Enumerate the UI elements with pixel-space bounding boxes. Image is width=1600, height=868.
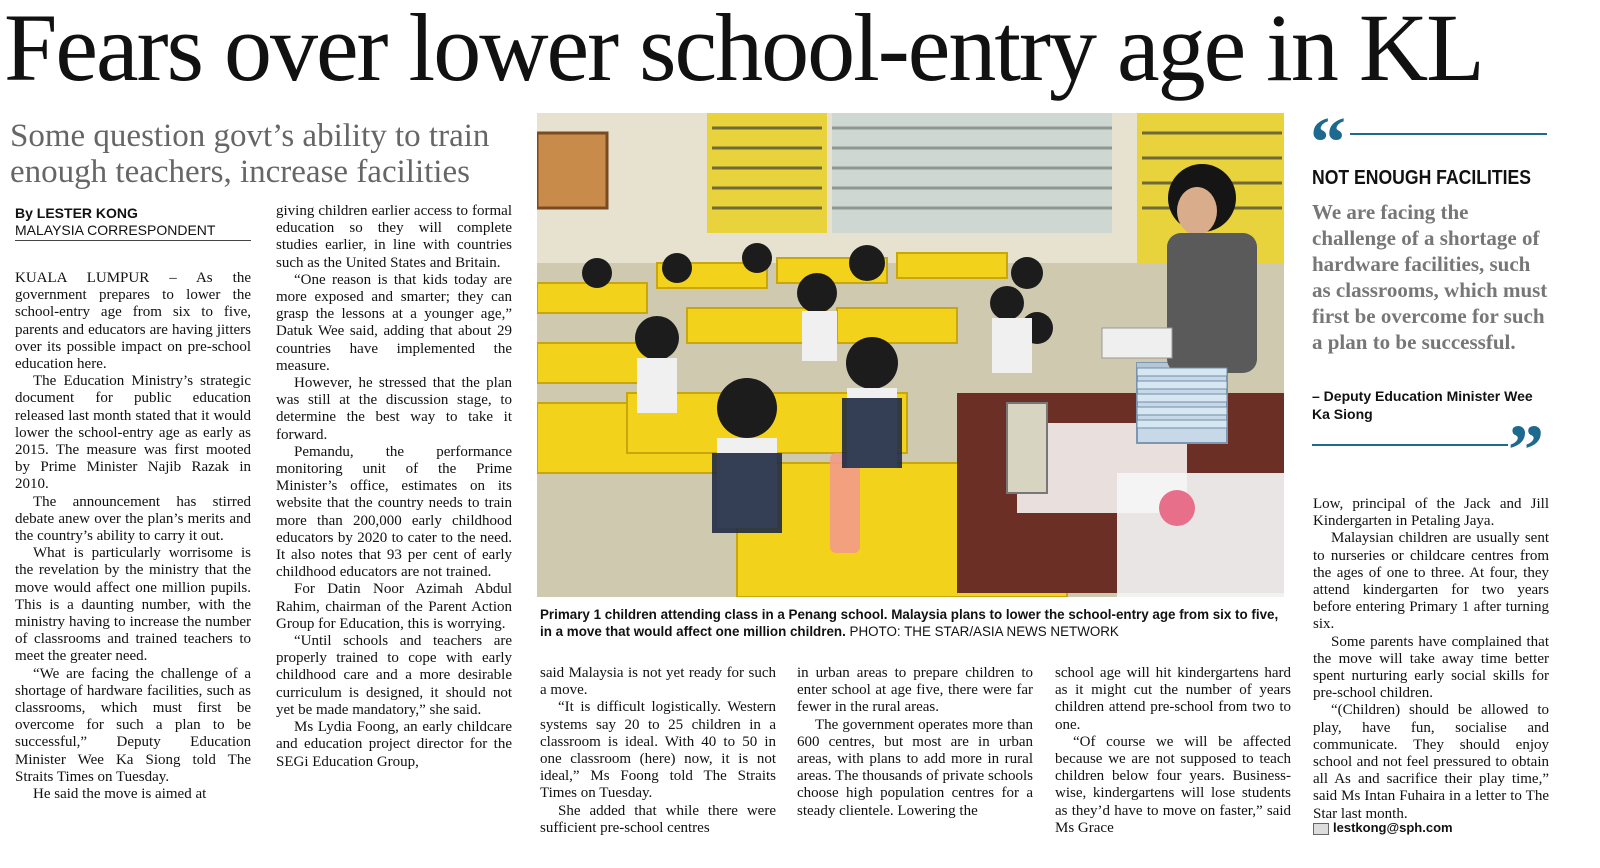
paragraph: “It is difficult logistically. Western systems say 20 to 25 children in a classroom is ideal. With 40 to 50 in one classroom (here) now, it is not ideal,” Ms Foong told The Straits Times on Tuesday. xyxy=(540,699,776,802)
paragraph: in urban areas to prepare children to enter school at age five, there were far fewer in the rural areas. xyxy=(797,665,1033,716)
paragraph: “(Children) should be allowed to play, have fun, socialise and communicate. They should enjoy school and not feel pressured to obtain all As and sacrifice their play time,” said Ms Intan Fuhaira in a letter to The Star last month. xyxy=(1313,702,1549,822)
article-column-1 xyxy=(15,270,251,803)
paragraph: “We are facing the challenge of a shortage of hardware facilities, such as classrooms, which must first be overcome for such a plan to be successful,” Deputy Education Minister Wee Ka Siong told The Straits Times on Tuesday. xyxy=(15,665,251,785)
paragraph: He said the move is aimed at xyxy=(33,786,207,803)
paragraph: giving children earlier access to formal education so they will complete studies earlier, in line with countries such as the United States and Britain. xyxy=(276,203,512,271)
paragraph: “Until schools and teachers are properly trained to cope with early childhood care and a more desirable curriculum is designed, it should not yet be made mandatory,” she said. xyxy=(276,633,512,718)
paragraph: The announcement has stirred debate anew over the plan’s merits and the country’s ability to carry it out. xyxy=(15,493,251,545)
paragraph: Pemandu, the performance monitoring unit of the Prime Minister’s office, estimates on its website that the country needs to train more than 200,000 early childhood educators by 2020 to cater to the need. It also notes that 93 per cent of early childhood educators are not trained. xyxy=(276,443,512,581)
paragraph: Low, principal of the Jack and Jill Kindergarten in Petaling Jaya. xyxy=(1313,496,1549,530)
article-column-6 xyxy=(1313,496,1549,823)
photo-credit: PHOTO: THE STAR/ASIA NEWS NETWORK xyxy=(849,624,1119,639)
paragraph: The government operates more than 600 centres, but most are in urban areas, with plans to add more in rural areas. The thousands of private schools choose high population centres for a steady clientele. Lowering the xyxy=(797,716,1033,819)
paragraph: “Of course we will be affected because we are not supposed to teach children below four years. Business-wise, kindergartens will lose students as they’d have to move on faster,” said Ms Grace xyxy=(1055,733,1291,836)
byline-role: MALAYSIA CORRESPONDENT xyxy=(15,222,216,238)
paragraph: Ms Lydia Foong, an early childcare and education project director for the SEGi Education Group, xyxy=(276,719,512,770)
paragraph: She added that while there were sufficient pre-school centres xyxy=(540,802,776,836)
article-column-3 xyxy=(540,665,776,837)
paragraph: However, he stressed that the plan was still at the discussion stage, to determine the best way to take it forward. xyxy=(276,375,512,443)
paragraph: school age will hit kindergartens hard as it might cut the number of years children attend pre-school from two to one. xyxy=(1055,665,1291,733)
author-email[interactable] xyxy=(1313,820,1453,836)
byline-author: By LESTER KONG xyxy=(15,205,138,221)
classroom-photo xyxy=(537,113,1284,597)
paragraph: Malaysian children are usually sent to nurseries or childcare centres from the ages of one to three. At four, they attend kindergarten for two years before entering Primary 1 after turning six. xyxy=(1313,530,1549,633)
paragraph: “One reason is that kids today are more exposed and smarter; they can grasp the lessons at a younger age,” Datuk Wee said, adding that about 29 countries have implemented the measure. xyxy=(276,271,512,374)
paragraph: said Malaysia is not yet ready for such a move. xyxy=(540,665,776,699)
caption-text: Primary 1 children attending class in a Penang school. Malaysia plans to lower the school-entry age from six to five, in a move that would affect one million children. xyxy=(540,607,1279,639)
mail-icon xyxy=(1313,823,1329,835)
pullquote-title: NOT ENOUGH FACILITIES xyxy=(1312,167,1532,189)
paragraph: The Education Ministry’s strategic document for public education released last month stated that it would lower the school-entry age as early as 2015. The measure was first mooted by Prime Minister Najib Razak in 2010. xyxy=(15,373,251,493)
article-column-4 xyxy=(797,665,1033,820)
quote-open-icon: “ xyxy=(1310,102,1346,182)
pullquote-text: We are facing the challenge of a shortage of hardware facilities, such as classrooms, which must first be overcome for such a plan to be successful. xyxy=(1312,200,1548,354)
paragraph: KUALA LUMPUR – As the government prepares to lower the school-entry age from six to five, parents and educators are having jitters over its possible impact on pre-school education here. xyxy=(15,270,251,373)
headline: Fears over lower school-entry age in KL xyxy=(4,0,1483,101)
photo-caption xyxy=(540,606,1285,640)
pullquote-attribution: – Deputy Education Minister Wee Ka Siong xyxy=(1312,388,1533,422)
paragraph: For Datin Noor Azimah Abdul Rahim, chairman of the Parent Action Group for Education, this is worrying. xyxy=(276,581,512,632)
article-column-5 xyxy=(1055,665,1291,837)
byline-divider xyxy=(15,240,251,241)
pullquote-top-rule xyxy=(1350,133,1547,135)
pullquote-bottom-rule xyxy=(1312,444,1508,446)
byline xyxy=(15,205,255,239)
subhead: Some question govt’s ability to train enough teachers, increase facilities xyxy=(10,118,490,190)
paragraph: Some parents have complained that the move will take away time better spent nurturing early social skills for pre-school children. xyxy=(1313,633,1549,702)
paragraph: What is particularly worrisome is the revelation by the ministry that the move would affect one million pupils. This is a daunting number, with the ministry having to increase the number of classrooms and trained teachers to meet the greater need. xyxy=(15,545,251,665)
email-address[interactable]: lestkong@sph.com xyxy=(1333,820,1453,835)
article-column-2 xyxy=(276,203,512,771)
quote-close-icon: ” xyxy=(1508,410,1544,490)
